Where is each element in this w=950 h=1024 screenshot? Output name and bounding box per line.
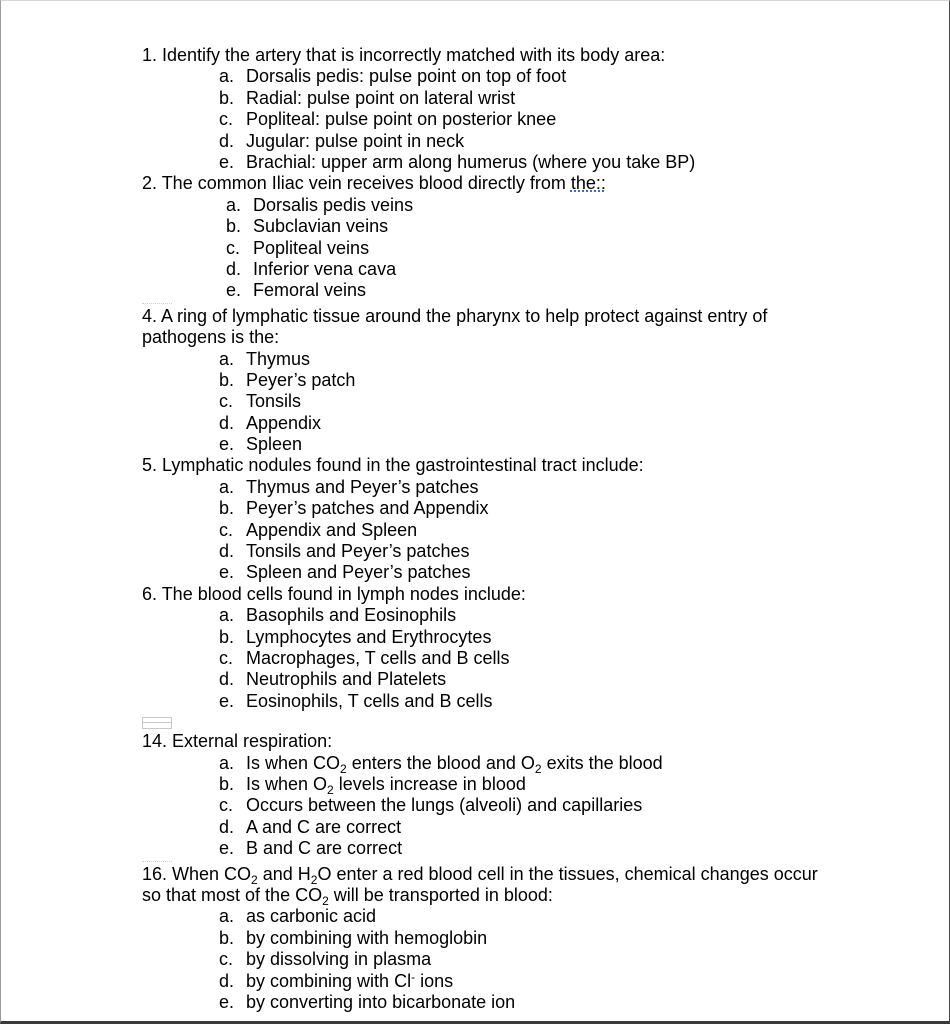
options-list — [142, 66, 822, 173]
question-stem: 4. A ring of lymphatic tissue around the pharynx to help protect against entry of pathogens is the: — [142, 305, 768, 348]
option-d: d. Jugular: pulse point in neck — [219, 130, 465, 151]
option-b: b. Is when $O_2$ levels increase in blood — [219, 774, 526, 797]
option-d: d. Neutrophils and Platelets — [219, 669, 447, 690]
option-b: b. by combining with hemoglobin — [219, 927, 488, 948]
question-stem: 2. The common Iliac vein receives blood directly from the:: — [142, 173, 606, 194]
option-a: a. Thymus and Peyer’s patches — [219, 476, 479, 497]
option-b: b. Subclavian veins — [226, 216, 389, 237]
question-14 — [142, 731, 822, 859]
question-stem: 16. When $CO_2$ and $H_2O$ enter a red blood cell in the tissues, chemical changes occur so that most of the $CO_2$ will be transported in blood: — [142, 863, 818, 908]
question-stem: 1. Identify the artery that is incorrectly matched with its body area: — [142, 45, 666, 65]
option-c: c. Macrophages, T cells and B cells — [219, 648, 510, 669]
option-d: d. Inferior vena cava — [226, 258, 397, 279]
options-list — [142, 477, 822, 584]
option-a: a. Dorsalis pedis veins — [226, 194, 414, 215]
quiz-content — [142, 45, 822, 1013]
options-list — [142, 349, 822, 456]
option-e: e. Eosinophils, T cells and B cells — [219, 690, 493, 711]
option-a: a. Thymus — [219, 348, 311, 369]
option-a: a. Is when $CO_2$ enters the blood and $O_2$ exits the blood — [219, 752, 663, 776]
option-c: c. Tonsils — [219, 391, 302, 412]
options-list — [142, 753, 822, 860]
question-2 — [142, 173, 822, 301]
question-1 — [142, 45, 822, 173]
option-c: c. by dissolving in plasma — [219, 949, 432, 970]
option-a: a. Basophils and Eosinophils — [219, 605, 457, 626]
options-list — [142, 605, 822, 712]
option-c: c. Popliteal veins — [226, 237, 370, 258]
option-a: a. Dorsalis pedis: pulse point on top of foot — [219, 66, 567, 87]
table-placeholder-icon — [142, 717, 172, 729]
option-c: c. Popliteal: pulse point on posterior knee — [219, 109, 557, 130]
options-list — [142, 195, 822, 302]
question-stem: 5. Lymphatic nodules found in the gastrointestinal tract include: — [142, 455, 644, 476]
question-5 — [142, 455, 822, 583]
question-stem: 14. External respiration: — [142, 731, 333, 752]
option-e: e. by converting into bicarbonate ion — [219, 991, 516, 1012]
option-a: a. as carbonic acid — [219, 906, 377, 927]
option-d: d. Appendix — [219, 412, 322, 433]
option-e: e. Brachial: upper arm along humerus (where you take BP) — [219, 151, 696, 172]
question-6 — [142, 584, 822, 712]
option-e: e. Spleen — [219, 434, 303, 455]
option-c: c. Occurs between the lungs (alveoli) and capillaries — [219, 795, 643, 816]
option-b: b. Lymphocytes and Erythrocytes — [219, 626, 492, 647]
option-d: d. A and C are correct — [219, 816, 402, 837]
question-4 — [142, 306, 822, 456]
option-b: b. Peyer’s patches and Appendix — [219, 498, 489, 519]
option-c: c. Appendix and Spleen — [219, 519, 418, 540]
question-stem: 6. The blood cells found in lymph nodes include: — [142, 583, 526, 604]
question-16 — [142, 864, 822, 1014]
option-e: e. B and C are correct — [219, 838, 403, 859]
option-d: d. Tonsils and Peyer’s patches — [219, 541, 470, 562]
option-d: d. by combining with Cl- ions — [219, 969, 454, 991]
spellcheck-underline: the:: — [570, 173, 606, 194]
option-e: e. Femoral veins — [226, 280, 367, 301]
options-list — [142, 906, 822, 1013]
option-b: b. Peyer’s patch — [219, 369, 356, 390]
option-e: e. Spleen and Peyer’s patches — [219, 562, 471, 583]
option-b: b. Radial: pulse point on lateral wrist — [219, 87, 516, 108]
